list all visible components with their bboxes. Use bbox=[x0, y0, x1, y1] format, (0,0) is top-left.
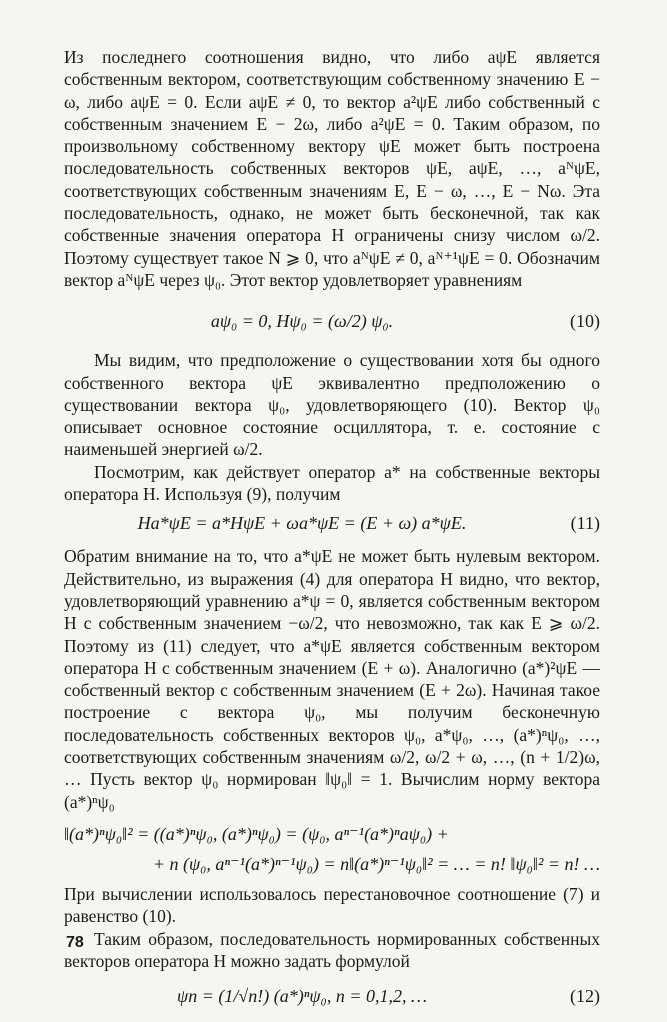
norm-equation bbox=[64, 819, 600, 879]
equation-12-body: ψn = (1/√n!) (a*)ⁿψ₀, n = 0,1,2, … bbox=[177, 986, 427, 1007]
equation-12 bbox=[64, 972, 600, 1022]
equation-10 bbox=[64, 291, 600, 349]
paragraph-5: При вычислении использовалось перестановочное соотношение (7) и равенство (10). bbox=[64, 883, 600, 927]
page-number: 78 bbox=[66, 934, 84, 951]
paragraph-2: Мы видим, что предположение о существовании хотя бы одного собственного вектора ψE эквивалентно предположению о существовании вектора ψ₀, удовлетворяющего (10). Вектор ψ₀ описывает основное состояние осциллятора, т. е. состояние с наименьшей энергией ω/2. bbox=[64, 350, 600, 460]
equation-10-body: aψ₀ = 0, Hψ₀ = (ω/2) ψ₀. bbox=[210, 311, 394, 332]
equation-11-number: (11) bbox=[570, 513, 600, 534]
paragraph-6: Таким образом, последовательность нормированных собственных векторов оператора H можно задать формулой bbox=[64, 928, 600, 971]
equation-10-number: (10) bbox=[570, 311, 600, 332]
paragraph-4: Обратим внимание на то, что a*ψE не может быть нулевым вектором. Действительно, из выражения (4) для оператора H видно, что вектор, удовлетворяющий уравнению a*ψ = 0, является собственным вектором H с собственным значением −ω/2, что невозможно, так как E ⩾ ω/2. Поэтому из (11) следует, что a*ψE является собственным вектором оператора H с собственным значением (E + ω). Аналогично (a*)²ψE — собственный вектор с собственным значением (E + 2ω). Начиная такое построение с вектора ψ₀, мы получим бесконечную последовательность собственных векторов ψ₀, a*ψ₀, …, (a*)ⁿψ₀, …, соответствующих собственным значениям ω/2, ω/2 + ω, …, (n + 1/2)ω, … Пусть вектор ψ₀ нормирован ‖ψ₀‖ = 1. Вычислим норму вектора (a*)ⁿψ₀ bbox=[64, 546, 600, 812]
equation-12-number: (12) bbox=[570, 986, 600, 1007]
equation-11-body: Ha*ψE = a*HψE + ωa*ψE = (E + ω) a*ψE. bbox=[137, 513, 467, 534]
page-body bbox=[64, 46, 600, 1022]
norm-equation-line-1: ‖(a*)ⁿψ₀‖² = ((a*)ⁿψ₀, (a*)ⁿψ₀) = (ψ₀, aⁿ⁻¹(a*)ⁿaψ₀) + bbox=[64, 823, 449, 844]
paragraph-3: Посмотрим, как действует оператор a* на собственные векторы оператора H. Используя (9), получим bbox=[64, 461, 600, 505]
norm-equation-line-2: + n (ψ₀, aⁿ⁻¹(a*)ⁿ⁻¹ψ₀) = n‖(a*)ⁿ⁻¹ψ₀‖² = … = n! ‖ψ₀‖² = n! … bbox=[152, 853, 600, 874]
equation-11 bbox=[64, 505, 600, 545]
paragraph-1: Из последнего соотношения видно, что либо aψE является собственным вектором, соответствующим собственному значению E − ω, либо aψE = 0. Если aψE ≠ 0, то вектор a²ψE либо собственный с собственным значением E − 2ω, либо a²ψE = 0. Таким образом, по произвольному собственному вектору ψE может быть построена последовательность собственных векторов ψE, aψE, …, aᴺψE, соответствующих собственным значениям E, E − ω, …, E − Nω. Эта последовательность, однако, не может быть бесконечной, так как собственные значения оператора H ограничены снизу числом ω/2. Поэтому существует такое N ⩾ 0, что aᴺψE ≠ 0, aᴺ⁺¹ψE = 0. Обозначим вектор aᴺψE через ψ₀. Этот вектор удовлетворяет уравнениям bbox=[64, 47, 600, 290]
